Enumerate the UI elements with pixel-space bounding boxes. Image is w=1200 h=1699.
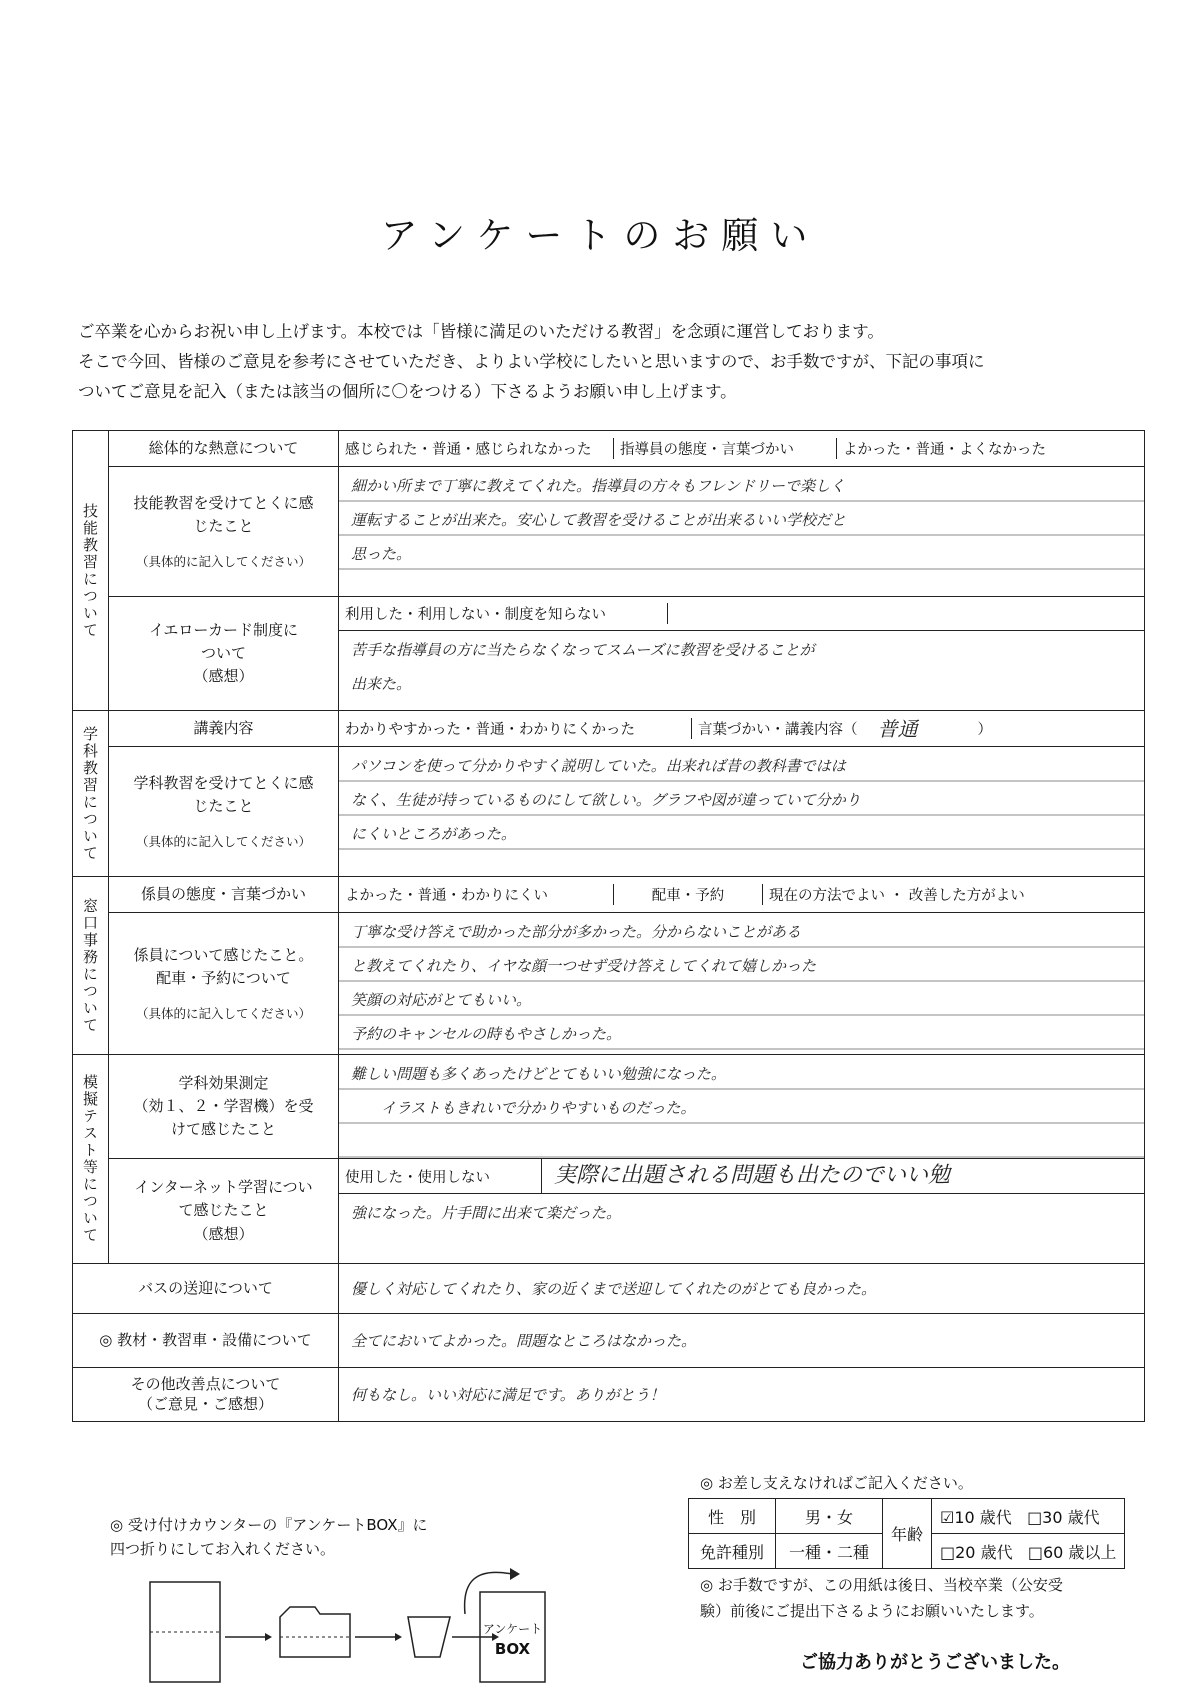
net-label-2: て感じたこと [178,1201,269,1220]
yellow-label [109,597,339,711]
kakari2-answer-1: 丁寧な受け答えで助かった部分が多かった。分からないことがある [351,923,802,941]
ginou-note: （具体的に記入してください） [135,554,311,570]
row-kyouzai [73,1314,1145,1368]
paper-icon [150,1582,220,1682]
row-yellow-options [73,597,1145,631]
netsui-options[interactable]: 感じられた・普通・感じられなかった [345,442,592,458]
gakka-label [109,747,339,877]
ginou-label [109,467,339,597]
netsui-label: 総体的な熱意について [109,431,339,467]
bus-label: バスの送迎について [73,1264,339,1314]
request-2: 験）前後にご提出下さるようにお願いいたします。 [700,1602,1044,1620]
quarter-paper-icon [408,1617,450,1657]
request-1: ◎ お手数ですが、この用紙は後日、当校卒業（公安受 [700,1576,1063,1594]
row-kakari-comment [73,913,1145,1055]
section-ginou: 技能教習について [73,431,109,711]
yellow-answer-2: 出来た。 [351,675,412,693]
survey-table [72,430,1145,1422]
kouka-answer-1: 難しい問題も多くあったけどとてもいい勉強になった。 [351,1065,726,1083]
yellow-answer[interactable] [339,631,1145,711]
kouka-label-2: （効１、２・学習機）を受 [133,1096,314,1115]
ginou-label-1: 技能教習を受けてとくに感 [133,493,314,512]
gakka-label-2: じたこと [193,796,254,815]
kouka-label [109,1055,339,1159]
shidouin-options[interactable]: よかった・普通・よくなかった [836,438,1052,459]
kougi-cell [339,711,1145,747]
age-60[interactable]: □60 歳以上 [1027,1542,1117,1562]
gakka-answer-2: なく、生徒が持っているものにして欲しい。グラフや図が違っていて分かり [351,791,861,809]
kakari2-label-2: 配車・予約について [156,968,291,987]
row-gakka-comment [73,747,1145,877]
page-title: アンケートのお願い [380,214,820,257]
kyouzai-label: ◎ 教材・教習車・設備について [73,1314,339,1368]
box-label-2: BOX [494,1640,531,1658]
kakari2-answer-3: 笑顔の対応がとてもいい。 [351,991,532,1009]
kotoba-cell [691,718,1144,739]
kouka-answer-2: イラストもきれいで分かりやすいものだった。 [381,1099,696,1117]
yellow-label-2: ついて [200,643,246,662]
net-answer-2: 強になった。片手間に出来て楽だった。 [351,1204,622,1222]
row-kougi [73,711,1145,747]
kotoba-label: 言葉づかい・講義内容（ [698,722,858,738]
row-ginou-comment [73,467,1145,597]
net-label-1: インターネット学習につい [134,1178,313,1197]
net-answer-1[interactable]: 実際に出題される問題も出たのでいい勉 [554,1163,951,1188]
yellow-options[interactable]: 利用した・利用しない・制度を知らない [339,603,668,624]
bus-answer[interactable]: 優しく対応してくれたり、家の近くまで送迎してくれたのがとても良かった。 [339,1264,1145,1314]
age-30[interactable]: □30 歳代 [1027,1507,1100,1527]
yellow-answer-1: 苦手な指導員の方に当たらなくなってスムーズに教習を受けることが [351,641,815,659]
kyouzai-answer[interactable]: 全てにおいてよかった。問題なところはなかった。 [339,1314,1145,1368]
kakari-options[interactable]: よかった・普通・わかりにくい [345,888,548,904]
kouka-label-1: 学科効果測定 [178,1073,269,1092]
kakari2-answer[interactable] [339,913,1145,1055]
kouka-answer[interactable] [339,1055,1145,1159]
kakari-label: 係員の態度・言葉づかい [109,877,339,913]
intro-line-3: ついてご意見を記入（または該当の個所に〇をつける）下さるようお願い申し上げます。 [78,382,737,401]
age-20[interactable]: □20 歳代 [940,1542,1013,1562]
netsui-cell [339,431,1145,467]
net-options[interactable]: 使用した・使用しない [339,1159,542,1193]
row-kouka [73,1055,1145,1159]
seibetsu-label: 性 別 [689,1499,776,1534]
folded-paper-icon [280,1607,350,1657]
row-bus [73,1264,1145,1314]
gakka-answer-1: パソコンを使って分かりやすく説明していた。出来れば昔の教科書ではは [351,757,846,775]
ginou-label-2: じたこと [193,516,254,535]
haisha-options[interactable]: 現在の方法でよい ・ 改善した方がよい [762,884,1031,905]
sonota-label-1: その他改善点について [130,1375,281,1393]
kakari2-label-1: 係員について感じたこと。 [133,945,314,964]
row-netsui [73,431,1145,467]
personal-table [688,1498,1125,1569]
shidouin-label: 指導員の態度・言葉づかい [613,438,836,459]
yellow-label-1: イエローカード制度に [148,620,299,639]
age-row-2[interactable] [932,1534,1125,1569]
gakka-answer[interactable] [339,747,1145,877]
menkyo-value[interactable]: 一種・二種 [776,1534,883,1569]
kougi-options[interactable]: わかりやすかった・普通・わかりにくかった [345,722,635,738]
ginou-answer-2: 運転することが出来た。安心して教習を受けることが出来るいい学校だと [351,511,847,529]
age-10[interactable]: ☑10 歳代 [940,1507,1012,1527]
kakari2-label [109,913,339,1055]
box-label-1: アンケート [482,1622,543,1636]
kakari-cell [339,877,1145,913]
intro-line-1: ご卒業を心からお祝い申し上げます。本校では「皆様に満足のいただける教習」を念頭に運営しております。 [78,322,884,341]
box-note-1: ◎ 受け付けカウンターの『アンケートBOX』に [110,1516,428,1534]
sonota-label-2: （ご意見・ご感想） [137,1394,273,1413]
sonota-label [73,1368,339,1422]
row-net-options [73,1159,1145,1194]
net-answer[interactable] [339,1194,1145,1264]
menkyo-label: 免許種別 [689,1534,776,1569]
kakari2-answer-2: と教えてくれたり、イヤな顔一つせず受け答えしてくれて嬉しかった [351,957,817,975]
kakari2-note: （具体的に記入してください） [135,1006,311,1022]
kakari2-answer-4: 予約のキャンセルの時もやさしかった。 [351,1025,622,1043]
seibetsu-value[interactable]: 男・女 [776,1499,883,1534]
kotoba-answer[interactable]: 普通 [877,716,918,741]
row-kakari [73,877,1145,913]
yellow-label-3: （感想） [193,667,254,686]
ginou-answer-1: 細かい所まで丁寧に教えてくれた。指導員の方々もフレンドリーで楽しく [351,477,846,495]
row-sonota [73,1368,1145,1422]
net-label [109,1159,339,1264]
gakka-answer-3: にくいところがあった。 [351,825,516,843]
ginou-answer-3: 思った。 [351,545,412,563]
section-madoguchi: 窓口事務について [73,877,109,1055]
nenrei-label: 年齢 [883,1499,932,1569]
kougi-label: 講義内容 [109,711,339,747]
net-options-cell [339,1159,1145,1194]
intro-line-2: そこで今回、皆様のご意見を参考にさせていただき、よりよい学校にしたいと思いますので、お手数ですが、下記の事項に [78,352,985,371]
thanks: ご協力ありがとうございました。 [800,1652,1070,1673]
gakka-label-1: 学科教習を受けてとくに感 [133,773,314,792]
age-row-1[interactable] [932,1499,1125,1534]
box-label [480,1620,545,1661]
section-mogi: 模擬テスト等について [73,1055,109,1264]
section-gakka: 学科教習について [73,711,109,877]
ginou-answer[interactable] [339,467,1145,597]
kotoba-close: ） [977,722,992,738]
sonota-answer[interactable]: 何もなし。いい対応に満足です。ありがとう！ [339,1368,1145,1422]
yellow-options-cell [339,597,1145,631]
personal-note: ◎ お差し支えなければご記入ください。 [700,1474,973,1492]
haisha-label: 配車・予約 [613,884,762,905]
gakka-note: （具体的に記入してください） [135,834,311,850]
net-label-3: （感想） [193,1224,254,1243]
box-note-2: 四つ折りにしてお入れください。 [110,1540,336,1558]
kouka-label-3: けて感じたこと [170,1120,276,1139]
